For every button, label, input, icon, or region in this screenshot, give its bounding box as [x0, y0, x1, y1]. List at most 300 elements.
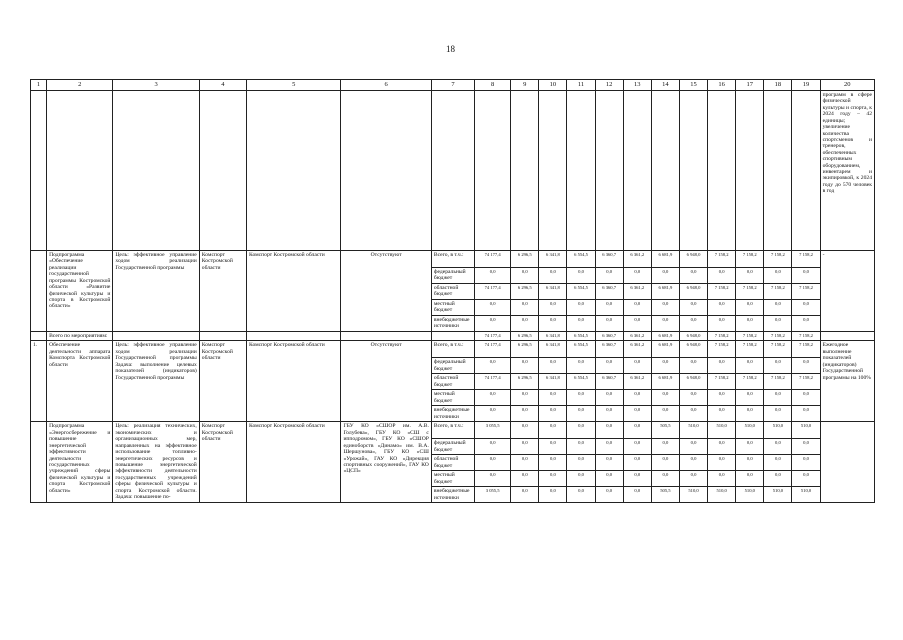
total-value: 6 948,0	[679, 332, 707, 341]
amount-cell	[764, 251, 792, 332]
amount-value: 0,0	[475, 357, 510, 373]
continuation-row	[31, 91, 875, 251]
funding-source-cell	[431, 341, 474, 422]
amount-value: 0,0	[736, 315, 763, 331]
program-row	[31, 251, 875, 332]
amount-value: 0,0	[652, 315, 679, 331]
amount-value: 0,0	[792, 267, 819, 283]
program-goal: Цель: эффективное управление ходом реализации Государственной программы Задача: выполнение целевых показателей (индикаторов) Государственной программы	[113, 341, 199, 422]
total-value: 6 296,5	[511, 332, 539, 341]
amount-value: 0,0	[475, 389, 510, 405]
amount-cell	[679, 251, 707, 332]
expected-result	[820, 422, 874, 503]
funding-source-label: областной бюджет	[432, 454, 474, 470]
amount-value: 74 177,4	[475, 373, 510, 389]
amount-value: 7 158,2	[708, 283, 735, 299]
amount-value: 0,0	[596, 454, 623, 470]
program-goal: Цель: эффективное управление ходом реализации Государственной программы	[113, 251, 199, 332]
amount-value: 6 554,5	[567, 373, 594, 389]
column-number: 20	[820, 80, 874, 91]
amount-value: 0,0	[511, 357, 538, 373]
column-number: 17	[736, 80, 764, 91]
amount-value: 0,0	[567, 405, 594, 421]
amount-value: 0,0	[475, 454, 510, 470]
amount-cell	[539, 422, 567, 503]
amount-value: 7 158,2	[771, 252, 785, 257]
participants: Отсутствуют	[341, 341, 431, 422]
amount-value: 0,0	[652, 299, 679, 315]
column-number: 18	[764, 80, 792, 91]
amount-value: 0,0	[511, 405, 538, 421]
funding-source-label: областной бюджет	[432, 283, 474, 299]
amount-cell	[475, 341, 511, 422]
amount-value: 7 158,2	[708, 373, 735, 389]
total-value: 7 158,2	[736, 332, 764, 341]
empty-cell	[113, 332, 199, 341]
participants: ГБУ КО «СШОР им. А.В. Голубева», ГБУ КО «СШ с ипподромом», ГБУ КО «СШОР единоборств «Динамо» им. В.А. Шершунова», ГБУ КО «СШ «Урожай», ГАУ КО «Дирекция спортивных сооружений», ГАУ КО «ЦСП»	[341, 422, 431, 503]
amount-value: 7 158,2	[736, 283, 763, 299]
amount-value: 0,0	[764, 299, 791, 315]
amount-value: 6 554,5	[574, 252, 588, 257]
amount-value: 0,0	[764, 357, 791, 373]
funding-source-label: местный бюджет	[432, 470, 474, 486]
funding-source-label: федеральный бюджет	[432, 438, 474, 454]
column-number: 6	[341, 80, 431, 91]
amount-value: 0,0	[567, 357, 594, 373]
amount-value: 0,0	[680, 389, 707, 405]
continued-result-text: программ в сфере физической культуры и спорта, к 2024 году – 42 единицы; увеличение количества спортсменов и тренеров, обеспеченных спортивным оборудованием, инвентарем и экипировкой, к 2024 году до 570 человек в год	[820, 91, 874, 251]
total-value: 7 158,2	[792, 332, 820, 341]
amount-cell	[651, 422, 679, 503]
responsible-executor: Комспорт Костромской области	[199, 341, 246, 422]
amount-value: 0,0	[680, 454, 707, 470]
amount-value: 0,0	[680, 405, 707, 421]
amount-value: 6 948,0	[680, 373, 707, 389]
amount-cell	[623, 251, 651, 332]
amount-value: 0,0	[764, 405, 791, 421]
amount-cell	[623, 341, 651, 422]
amount-value: 7 158,2	[792, 373, 819, 389]
amount-value: 0,0	[708, 315, 735, 331]
amount-value: 7 158,2	[764, 283, 791, 299]
amount-value: 0,0	[708, 438, 735, 454]
amount-value: 0,0	[567, 486, 594, 502]
amount-value: 0,0	[652, 454, 679, 470]
column-number: 16	[708, 80, 736, 91]
total-value: 74 177,4	[475, 332, 511, 341]
amount-value: 0,0	[539, 405, 566, 421]
responsible-executor: Комспорт Костромской области	[199, 251, 246, 332]
amount-value: 6 361,2	[624, 373, 651, 389]
amount-cell	[651, 251, 679, 332]
amount-value: 0,0	[567, 389, 594, 405]
amount-value: 0,0	[792, 389, 819, 405]
amount-value: 0,0	[792, 315, 819, 331]
amount-value: 510,0	[680, 486, 707, 502]
amount-value: 505,5	[652, 486, 679, 502]
amount-value: 510,0	[736, 486, 763, 502]
amount-value: 0,0	[792, 470, 819, 486]
co-executor: Комспорт Костромской области	[247, 422, 341, 503]
total-value: 6 361,2	[623, 332, 651, 341]
amount-value: 0,0	[764, 315, 791, 331]
amount-value: 6 948,0	[686, 252, 701, 257]
amount-value: 0,0	[539, 267, 566, 283]
amount-value: 0,0	[567, 438, 594, 454]
amount-value: 0,0	[634, 423, 641, 429]
amount-value: 0,0	[680, 315, 707, 331]
amount-cell	[475, 251, 511, 332]
amount-value: 0,0	[567, 267, 594, 283]
column-number: 11	[567, 80, 595, 91]
amount-value: 0,0	[475, 405, 510, 421]
amount-value: 74 177,4	[484, 252, 501, 257]
amount-value: 7 158,2	[714, 252, 729, 257]
amount-value: 0,0	[680, 267, 707, 283]
amount-value: 0,0	[475, 470, 510, 486]
amount-value: 6 554,5	[574, 342, 588, 348]
amount-value: 0,0	[624, 470, 651, 486]
program-name: Подпрограмма «Обеспечение реализации государственной программы Костромской области «Развитие физической культуры и спорта в Костромской области»	[47, 251, 113, 332]
amount-value: 0,0	[596, 438, 623, 454]
amount-cell	[511, 422, 539, 503]
total-value: 6 681,9	[651, 332, 679, 341]
amount-value: 0,0	[736, 357, 763, 373]
column-number: 14	[651, 80, 679, 91]
funding-source-label: внебюджетные источники	[432, 315, 474, 331]
amount-value: 0,0	[511, 486, 538, 502]
amount-value: 510,0	[716, 423, 727, 429]
amount-value: 0,0	[596, 357, 623, 373]
amount-cell	[567, 251, 595, 332]
amount-value: 0,0	[708, 454, 735, 470]
row-number: 1.	[31, 341, 47, 422]
amount-value: 6 341,8	[546, 252, 560, 257]
amount-value: 510,0	[708, 486, 735, 502]
amount-value: 0,0	[511, 315, 538, 331]
amount-value: 6 948,0	[680, 283, 707, 299]
amount-value: 0,0	[764, 470, 791, 486]
amount-value: 0,0	[708, 470, 735, 486]
column-number: 1	[31, 80, 47, 91]
amount-value: 0,0	[792, 454, 819, 470]
amount-value: 0,0	[511, 267, 538, 283]
amount-value: 0,0	[596, 299, 623, 315]
amount-value: 6 296,5	[511, 283, 538, 299]
empty-cell	[431, 332, 474, 341]
amount-value: 0,0	[567, 470, 594, 486]
amount-value: 0,0	[475, 438, 510, 454]
amount-value: 0,0	[550, 423, 556, 429]
column-number: 4	[199, 80, 246, 91]
amount-value: 0,0	[652, 267, 679, 283]
amount-cell	[792, 251, 820, 332]
amount-value: 0,0	[475, 299, 510, 315]
amount-value: 0,0	[680, 470, 707, 486]
amount-value: 6 948,0	[686, 342, 701, 348]
amount-value: 0,0	[596, 470, 623, 486]
amount-value: 0,0	[539, 470, 566, 486]
column-number: 7	[431, 80, 474, 91]
amount-value: 0,0	[567, 299, 594, 315]
empty-cell	[199, 332, 246, 341]
amount-value: 6 296,5	[517, 252, 532, 257]
funding-source-label: областной бюджет	[432, 373, 474, 389]
amount-value: 510,0	[800, 423, 812, 429]
amount-cell	[511, 341, 539, 422]
responsible-executor: Комспорт Костромской области	[199, 422, 246, 503]
amount-value: 3 055,5	[475, 486, 510, 502]
amount-value: 6 341,8	[546, 342, 560, 348]
amount-cell	[511, 251, 539, 332]
expected-result: Ежегодное выполнение показателей (индикаторов) Государственной программы на 100%	[820, 341, 874, 422]
co-executor: Комспорт Костромской области	[247, 251, 341, 332]
amount-value: 0,0	[624, 299, 651, 315]
amount-value: 6 360,7	[602, 252, 617, 257]
funding-source-label: федеральный бюджет	[432, 357, 474, 373]
empty-cell	[820, 332, 874, 341]
amount-value: 0,0	[539, 315, 566, 331]
amount-value: 7 158,2	[799, 342, 813, 348]
amount-value: 3 055,5	[485, 423, 500, 429]
funding-source-cell	[431, 422, 474, 503]
funding-source-label: местный бюджет	[432, 389, 474, 405]
amount-value: 6 296,5	[517, 342, 532, 348]
amount-value: 0,0	[652, 438, 679, 454]
amount-value: 510,0	[772, 423, 784, 429]
amount-value: 7 158,2	[799, 252, 813, 257]
amount-value: 0,0	[708, 389, 735, 405]
amount-cell	[764, 422, 792, 503]
amount-value: 7 158,2	[764, 373, 791, 389]
participants: Отсутствуют	[341, 251, 431, 332]
column-number: 10	[539, 80, 567, 91]
amount-value: 0,0	[539, 357, 566, 373]
total-value: 7 158,2	[708, 332, 736, 341]
amount-value: 0,0	[475, 267, 510, 283]
amount-value: 0,0	[736, 470, 763, 486]
column-number: 8	[475, 80, 511, 91]
amount-value: 0,0	[736, 299, 763, 315]
amount-value: 6 296,5	[511, 373, 538, 389]
total-row	[31, 332, 875, 341]
amount-value: 0,0	[652, 470, 679, 486]
amount-cell	[595, 341, 623, 422]
amount-value: 0,0	[596, 315, 623, 331]
amount-value: 6 360,7	[602, 342, 617, 348]
amount-value: 6 361,2	[630, 342, 645, 348]
column-number: 15	[679, 80, 707, 91]
amount-value: 0,0	[624, 315, 651, 331]
total-value: 6 554,5	[567, 332, 595, 341]
funding-source-label: внебюджетные источники	[432, 405, 474, 421]
amount-value: 0,0	[539, 299, 566, 315]
amount-value: 0,0	[596, 486, 623, 502]
amount-value: 0,0	[708, 299, 735, 315]
empty-cell	[341, 332, 431, 341]
amount-value: 510,0	[764, 486, 791, 502]
program-name: Подпрограмма «Энергосбережение и повышение энергетической эффективности деятельности государственных учреждений сферы физической культуры и спорта Костромской области»	[47, 422, 113, 503]
amount-value: 0,0	[792, 438, 819, 454]
amount-cell	[679, 341, 707, 422]
amount-value: 0,0	[511, 454, 538, 470]
amount-value: 74 177,4	[475, 283, 510, 299]
amount-value: 0,0	[539, 454, 566, 470]
amount-value: 0,0	[624, 486, 651, 502]
amount-cell	[539, 251, 567, 332]
amount-cell	[567, 341, 595, 422]
amount-cell	[708, 341, 736, 422]
amount-value: 7 158,2	[742, 252, 757, 257]
amount-cell	[792, 422, 820, 503]
amount-value: 7 158,2	[714, 342, 729, 348]
amount-value: 0,0	[652, 405, 679, 421]
amount-value: 0,0	[511, 389, 538, 405]
amount-value: 0,0	[708, 357, 735, 373]
amount-value: 0,0	[764, 389, 791, 405]
amount-value: 0,0	[521, 423, 528, 429]
amount-value: 0,0	[624, 438, 651, 454]
amount-cell	[539, 341, 567, 422]
amount-cell	[708, 422, 736, 503]
amount-value: 6 361,2	[624, 283, 651, 299]
amount-value: 6 341,8	[539, 283, 566, 299]
amount-value: 510,0	[792, 486, 819, 502]
amount-value: 6 681,9	[652, 283, 679, 299]
co-executor: Комспорт Костромской области	[247, 341, 341, 422]
program-row	[31, 341, 875, 422]
amount-value: 0,0	[624, 267, 651, 283]
amount-value: 0,0	[736, 267, 763, 283]
column-number: 9	[511, 80, 539, 91]
amount-value: 0,0	[764, 438, 791, 454]
amount-value: 6 681,9	[658, 342, 673, 348]
column-number-row	[31, 80, 875, 91]
amount-cell	[736, 251, 764, 332]
amount-value: 0,0	[736, 405, 763, 421]
column-number: 19	[792, 80, 820, 91]
column-number: 13	[623, 80, 651, 91]
amount-value: 0,0	[511, 470, 538, 486]
amount-value: 0,0	[567, 315, 594, 331]
total-value: 6 341,8	[539, 332, 567, 341]
amount-cell	[595, 422, 623, 503]
amount-value: 0,0	[539, 389, 566, 405]
amount-cell	[736, 341, 764, 422]
total-value: 6 360,7	[595, 332, 623, 341]
amount-value: 0,0	[708, 267, 735, 283]
amount-value: 0,0	[511, 438, 538, 454]
amount-cell	[764, 341, 792, 422]
amount-value: 0,0	[596, 267, 623, 283]
empty-cell	[247, 332, 341, 341]
amount-cell	[736, 422, 764, 503]
amount-value: 0,0	[606, 423, 613, 429]
amount-value: 0,0	[792, 357, 819, 373]
amount-value: 0,0	[736, 438, 763, 454]
funding-source-label: федеральный бюджет	[432, 267, 474, 283]
amount-value: 7 158,2	[771, 342, 785, 348]
amount-cell	[595, 251, 623, 332]
amount-value: 0,0	[624, 357, 651, 373]
amount-value: 0,0	[624, 389, 651, 405]
amount-cell	[623, 422, 651, 503]
program-table	[30, 79, 875, 503]
funding-source-label: Всего, в т.ч.:	[433, 423, 464, 430]
funding-source-label: Всего, в т.ч.:	[433, 342, 464, 349]
amount-value: 0,0	[596, 389, 623, 405]
amount-value: 0,0	[578, 423, 584, 429]
amount-value: 6 360,7	[596, 373, 623, 389]
total-label: Всего по мероприятиям:	[47, 332, 113, 341]
amount-value: 6 361,2	[630, 252, 645, 257]
row-number	[31, 422, 47, 503]
amount-value: 0,0	[539, 438, 566, 454]
amount-value: 0,0	[680, 357, 707, 373]
page-number: 18	[446, 44, 455, 54]
program-goal: Цель: реализация технических, экономических и организационных мер, направленных на эффективное использование топливно-энергетических ресурсов и повышение энергетической эффективности деятельности государственных учреждений сферы физической культуры и спорта Костромской области. Задача: повышение по-	[113, 422, 199, 503]
amount-value: 6 360,7	[596, 283, 623, 299]
amount-value: 505,5	[660, 423, 671, 429]
column-number: 12	[595, 80, 623, 91]
funding-source-label: Всего, в т.ч.:	[433, 252, 464, 258]
column-number: 3	[113, 80, 199, 91]
amount-value: 0,0	[736, 389, 763, 405]
amount-cell	[651, 341, 679, 422]
amount-value: 0,0	[511, 299, 538, 315]
amount-value: 0,0	[764, 267, 791, 283]
amount-value: 0,0	[596, 405, 623, 421]
amount-value: 0,0	[567, 454, 594, 470]
column-number: 5	[247, 80, 341, 91]
total-value: 7 158,2	[764, 332, 792, 341]
amount-value: 0,0	[652, 357, 679, 373]
amount-value: 6 554,5	[567, 283, 594, 299]
column-number: 2	[47, 80, 113, 91]
amount-value: 0,0	[792, 405, 819, 421]
amount-value: 0,0	[792, 299, 819, 315]
amount-value: 0,0	[708, 405, 735, 421]
amount-value: 6 681,9	[658, 252, 673, 257]
amount-value: 510,0	[688, 423, 699, 429]
amount-value: 0,0	[652, 389, 679, 405]
amount-value: 510,0	[744, 423, 755, 429]
row-number	[31, 251, 47, 332]
amount-value: 0,0	[736, 454, 763, 470]
row-number	[31, 332, 47, 341]
amount-value: 0,0	[539, 486, 566, 502]
amount-value: 0,0	[475, 315, 510, 331]
amount-value: 6 341,8	[539, 373, 566, 389]
amount-value: 7 158,2	[792, 283, 819, 299]
funding-source-cell	[431, 251, 474, 332]
amount-value: 6 681,9	[652, 373, 679, 389]
amount-value: 0,0	[680, 299, 707, 315]
program-row	[31, 422, 875, 503]
funding-source-label: местный бюджет	[432, 299, 474, 315]
amount-cell	[708, 251, 736, 332]
amount-value: 7 158,2	[736, 373, 763, 389]
program-name: Обеспечение деятельности аппарата Комспорта Костромской области	[47, 341, 113, 422]
amount-value: 74 177,4	[484, 342, 501, 348]
expected-result: -	[820, 251, 874, 332]
amount-value: 0,0	[624, 454, 651, 470]
amount-cell	[475, 422, 511, 503]
amount-cell	[567, 422, 595, 503]
amount-value: 0,0	[680, 438, 707, 454]
amount-value: 7 158,2	[742, 342, 757, 348]
funding-source-label: внебюджетные источники	[432, 486, 474, 502]
